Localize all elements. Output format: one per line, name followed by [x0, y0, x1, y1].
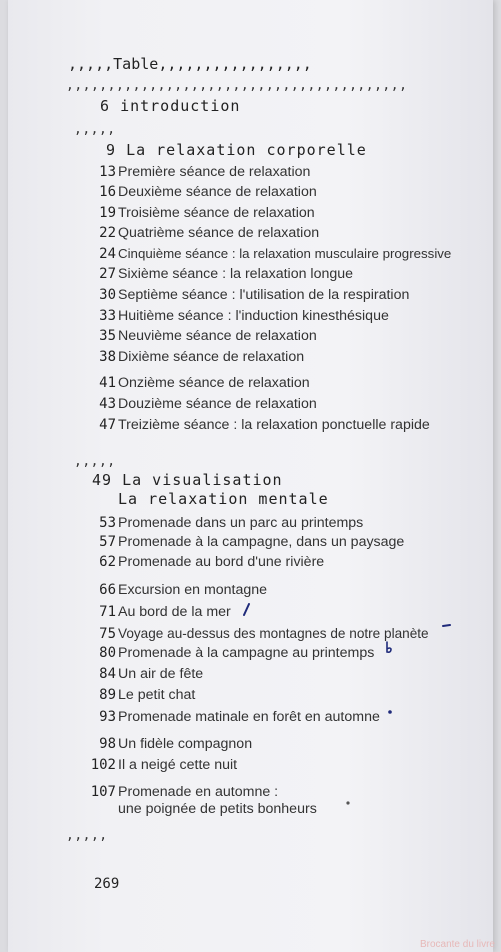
entry-page: 43	[99, 396, 116, 412]
book-page	[8, 0, 493, 952]
entry-page: 27	[99, 266, 116, 282]
entry-page: 53	[99, 515, 116, 531]
entry-title: Quatrième séance de relaxation	[118, 225, 320, 241]
entry-title: Un air de fête	[118, 666, 204, 682]
entry-page: 30	[99, 287, 116, 303]
toc-entry	[88, 162, 310, 181]
toc-entry	[88, 285, 409, 304]
entry-title: Première séance de relaxation	[118, 164, 311, 180]
intro-title: introduction	[120, 97, 241, 115]
toc-entry	[88, 664, 203, 683]
toc-entry	[88, 734, 252, 753]
ink-mark-icon	[442, 622, 452, 630]
entry-title: Au bord de la mer	[118, 604, 231, 620]
entry-page: 93	[99, 709, 116, 725]
entry-page: 24	[99, 246, 116, 262]
entry-page: 47	[99, 417, 116, 433]
entry-page: 16	[99, 184, 116, 200]
toc-title: Table	[113, 55, 159, 73]
entry-title: Douzième séance de relaxation	[118, 396, 317, 412]
toc-entry	[88, 264, 353, 283]
section1-commas: ,,,,,	[74, 122, 116, 137]
section2-page: 49	[92, 471, 113, 489]
toc-entry	[88, 394, 317, 413]
entry-title: Excursion en montagne	[118, 582, 268, 598]
entry-page: 84	[99, 666, 116, 682]
entry-page: 38	[99, 349, 116, 365]
ink-dot-icon	[344, 799, 352, 807]
toc-header	[68, 55, 312, 73]
entry-title: Promenade à la campagne, dans un paysage	[118, 534, 405, 550]
entry-title: Neuvième séance de relaxation	[118, 328, 317, 344]
footer-commas: ,,,,,	[66, 828, 108, 843]
toc-entry	[88, 685, 195, 704]
entry-page: 75	[99, 626, 116, 642]
ink-mark-icon	[242, 603, 252, 617]
entry-title: Le petit chat	[118, 687, 196, 703]
entry-title: Huitième séance : l'induction kinesthésique	[118, 308, 389, 324]
entry-page: 98	[99, 736, 116, 752]
entry-title: Cinquième séance : la relaxation musculaire progressive	[118, 246, 452, 261]
separator-commas: ,,,,,,,,,,,,,,,,,,,,,,,,,,,,,,,,,,,,,,,,,	[66, 78, 408, 93]
entry-page: 66	[99, 582, 116, 598]
toc-entry	[88, 373, 310, 392]
entry-continuation: une poignée de petits bonheurs	[118, 801, 317, 817]
section1-title: La relaxation corporelle	[126, 141, 367, 159]
header-prefix-commas: ,,,,,	[68, 55, 114, 73]
toc-entry	[88, 244, 451, 263]
entry-title: Troisième séance de relaxation	[118, 205, 315, 221]
entry-page: 33	[99, 308, 116, 324]
entry-title: Sixième séance : la relaxation longue	[118, 266, 354, 282]
section1-heading	[106, 141, 367, 159]
entry-page: 89	[99, 687, 116, 703]
toc-entry	[88, 643, 374, 662]
toc-entry	[88, 532, 404, 551]
entry-page: 19	[99, 205, 116, 221]
entry-title: Septième séance : l'utilisation de la respiration	[118, 287, 410, 303]
entry-title: Promenade à la campagne au printemps	[118, 645, 375, 661]
entry-title: Deuxième séance de relaxation	[118, 184, 317, 200]
entry-page: 80	[99, 645, 116, 661]
toc-entry	[88, 223, 319, 242]
entry-title: Dixième séance de relaxation	[118, 349, 305, 365]
section1-page: 9	[106, 141, 117, 159]
entry-page: 57	[99, 534, 116, 550]
section2-title: La visualisation	[122, 471, 283, 489]
toc-entry	[88, 306, 389, 325]
toc-entry	[88, 624, 429, 643]
entry-page: 62	[99, 554, 116, 570]
toc-entry	[88, 552, 324, 571]
entry-page: 102	[90, 757, 116, 773]
entry-title: Il a neigé cette nuit	[118, 757, 238, 773]
intro-page: 6	[100, 97, 111, 115]
ink-mark-icon	[384, 641, 394, 655]
watermark: Brocante du livre	[419, 939, 495, 950]
intro-line	[100, 97, 240, 115]
entry-title: Promenade au bord d'une rivière	[118, 554, 325, 570]
entry-page: 107	[90, 784, 116, 800]
entry-page: 35	[99, 328, 116, 344]
toc-entry	[88, 415, 430, 434]
section2-heading	[92, 471, 283, 489]
toc-entry	[88, 580, 267, 599]
toc-entry	[88, 707, 380, 726]
header-suffix-commas: ,,,,,,,,,,,,,,,,,	[158, 55, 312, 73]
entry-page: 22	[99, 225, 116, 241]
entry-title: Treizième séance : la relaxation ponctuelle rapide	[118, 417, 430, 433]
page-number: 269	[94, 876, 120, 892]
toc-entry	[88, 602, 231, 621]
toc-entry	[88, 182, 317, 201]
entry-title: Promenade dans un parc au printemps	[118, 515, 364, 531]
toc-entry	[88, 203, 315, 222]
entry-page: 13	[99, 164, 116, 180]
entry-title: Promenade en automne :	[118, 784, 279, 800]
entry-page: 71	[99, 604, 116, 620]
section2-subtitle: La relaxation mentale	[118, 490, 329, 508]
toc-entry	[88, 513, 363, 532]
entry-title: Onzième séance de relaxation	[118, 375, 310, 391]
ink-dot-icon	[386, 708, 394, 716]
entry-page: 41	[99, 375, 116, 391]
entry-title: Un fidèle compagnon	[118, 736, 253, 752]
toc-entry	[80, 782, 278, 801]
section2-commas: ,,,,,	[74, 454, 116, 469]
toc-entry	[88, 347, 304, 366]
entry-title: Promenade matinale en forêt en automne	[118, 709, 380, 725]
toc-entry	[80, 755, 237, 774]
toc-entry	[88, 326, 317, 345]
entry-title: Voyage au-dessus des montagnes de notre planète	[118, 626, 429, 641]
